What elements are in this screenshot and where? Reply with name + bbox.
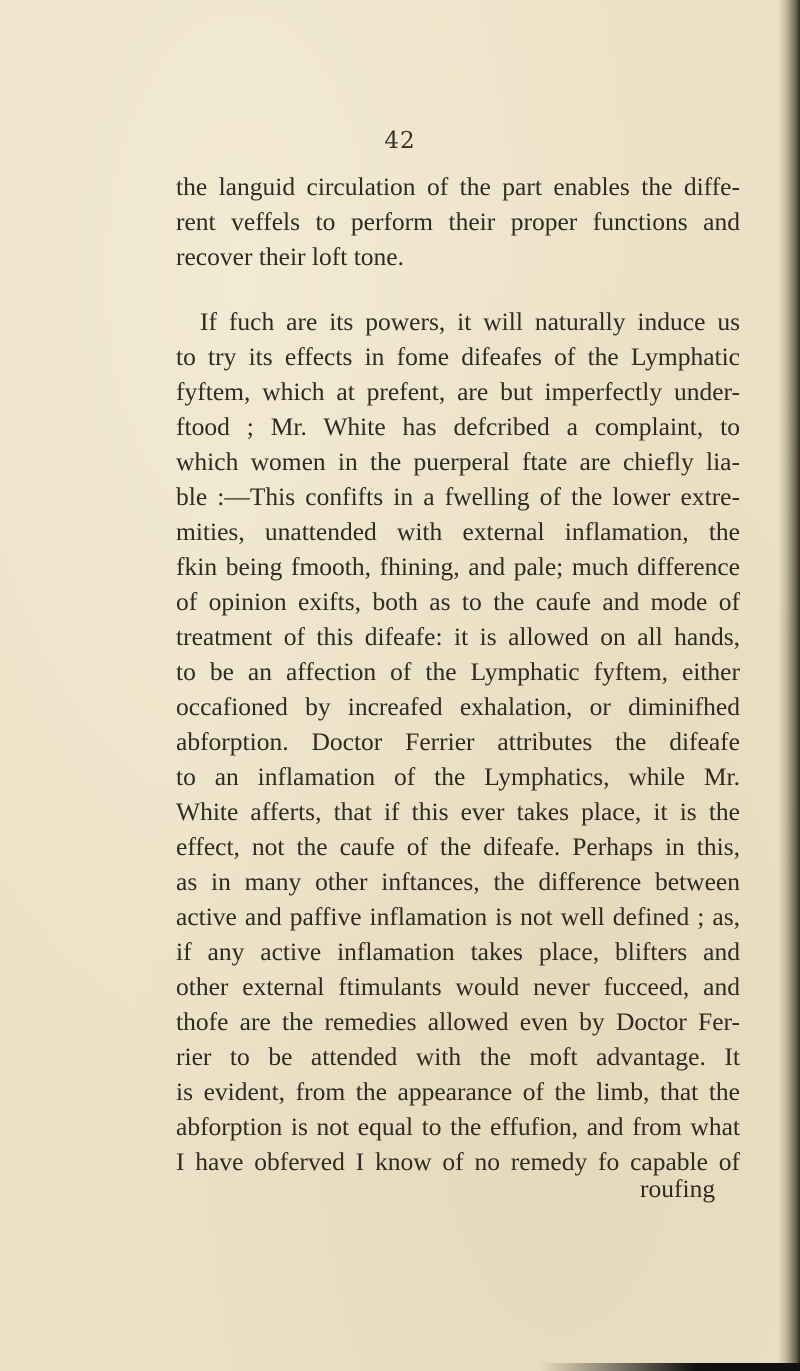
- text-line: I have obferved I know of no remedy fo capable of: [176, 1147, 740, 1176]
- text-line: thofe are the remedies allowed even by Doctor Fer-: [176, 1007, 740, 1036]
- text-line: ble :—This confifts in a fwelling of the lower extre-: [176, 482, 740, 511]
- text-line: treatment of this difeafe: it is allowed on all hands,: [176, 622, 740, 651]
- catchword: roufing: [640, 1174, 716, 1203]
- text-line: to be an affection of the Lymphatic fyftem, either: [176, 657, 740, 686]
- text-line: occafioned by increafed exhalation, or diminifhed: [176, 692, 740, 721]
- text-line: rier to be attended with the moft advantage. It: [176, 1042, 740, 1071]
- text-line: effect, not the caufe of the difeafe. Perhaps in this,: [176, 832, 740, 861]
- text-line: to try its effects in fome difeafes of the Lymphatic: [176, 342, 740, 371]
- text-line: abforption is not equal to the effufion, and from what: [176, 1112, 740, 1141]
- text-line: White afferts, that if this ever takes place, it is the: [176, 797, 740, 826]
- text-line: of opinion exifts, both as to the caufe and mode of: [176, 587, 740, 616]
- text-line: the languid circulation of the part enables the diffe-: [176, 172, 740, 201]
- text-line: if any active inflamation takes place, blifters and: [176, 937, 740, 966]
- text-line: ftood ; Mr. White has defcribed a complaint, to: [176, 412, 740, 441]
- text-line: mities, unattended with external inflamation, the: [176, 517, 740, 546]
- text-line: If fuch are its powers, it will naturally induce us: [200, 307, 740, 336]
- text-line: which women in the puerperal ftate are chiefly lia-: [176, 447, 740, 476]
- text-line: rent veffels to perform their proper functions and: [176, 207, 740, 236]
- text-line: to an inflamation of the Lymphatics, while Mr.: [176, 762, 740, 791]
- text-line: active and paffive inflamation is not well defined ; as,: [176, 902, 740, 931]
- page-number: 42: [384, 128, 416, 154]
- page-bottom-shadow: [540, 1363, 800, 1371]
- text-line: recover their loft tone.: [176, 242, 404, 271]
- text-line: fyftem, which at prefent, are but imperfectly under-: [176, 377, 740, 406]
- text-line: fkin being fmooth, fhining, and pale; much difference: [176, 552, 740, 581]
- text-line: abforption. Doctor Ferrier attributes the difeafe: [176, 727, 740, 756]
- page-edge-shadow: [778, 0, 800, 1371]
- text-line: is evident, from the appearance of the limb, that the: [176, 1077, 740, 1106]
- text-line: other external ftimulants would never fucceed, and: [176, 972, 740, 1001]
- text-line: as in many other inftances, the difference between: [176, 867, 740, 896]
